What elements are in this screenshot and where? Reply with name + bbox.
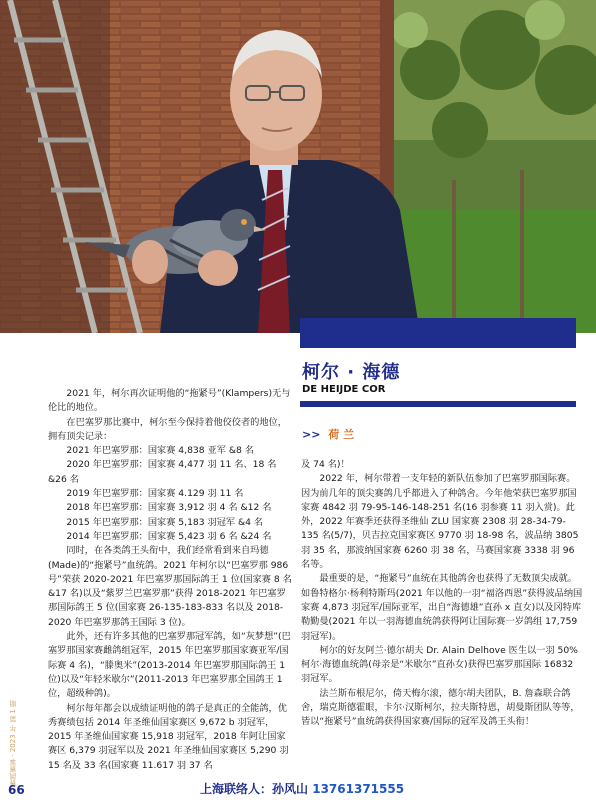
footer-phone: 13761371555 — [312, 782, 405, 796]
paragraph: 柯尔的好友阿兰·德尔胡夫 Dr. Alain Delhove 医生以一羽 50% 柯尔·海德血统鸽(母亲是“米歇尔”直孙女)获得巴塞罗那国际 16832 羽冠军。 — [301, 644, 578, 685]
record-line: 2014 年巴塞罗那：国家赛 5,423 羽 6 名 &24 名 — [66, 530, 272, 542]
paragraph: 2021 年，柯尔再次证明他的“拖紧号”(Klampers)无与伦比的地位。 — [48, 388, 291, 414]
paragraph: 柯尔每年都会以成绩证明他的鸽子是真正的全能鸽，优秀赛绩包括 2014 年圣维仙国家赛区 9,672 b 羽冠军，2015 年圣维仙国家赛 15,918 羽冠军，2018 年阿让国家赛区 6,379 羽冠军以及 2021 年圣维仙国家赛区 5,290 羽 15 名及 33 名(国家赛 11.617 羽 37 名 — [48, 702, 289, 771]
section-country: 荷 兰 — [328, 428, 355, 441]
right-column — [301, 458, 583, 730]
header-photo — [0, 0, 596, 333]
footer-contact — [200, 780, 404, 797]
paragraph: 2022 年，柯尔带着一支年轻的新队伍参加了巴塞罗那国际赛。因为前几年的顶尖赛鸽几乎都进入了种鸽舍。今年他荣获巴塞罗那国家赛 4842 羽 79-95-146-148-251 名(16 羽参赛 11 羽入赏)。此外，2022 年赛季还获得圣维仙 ZLU 国家赛 2308 羽 28-34-79-135 名(5/7)，贝吉拉克国家赛区 9770 羽 18-98 名，波品纳 3805 羽 35 名，那波纳国家赛 6260 羽 38 名，马赛国家赛 3338 羽 96 名等。 — [301, 473, 579, 571]
article-title: 柯尔 · 海德 — [302, 362, 401, 383]
paragraph: 最重要的是，“拖紧号”血统在其他鸽舍也获得了无数顶尖成就。如鲁特格尔·杨利特斯玛(2021 年以他的一羽“福洛西恩”获得波品纳国家赛 4,873 羽冠军/国际亚军，出自“海德雄”直孙 x 直女)以及冈特库勒勤曼(2021 年以一羽海德血统鸽获得阿让国际赛一岁鸽组 17,759 羽冠军)。 — [301, 573, 583, 642]
section-label — [302, 426, 354, 442]
record-line: 2015 年巴塞罗那：国家赛 5,183 羽冠军 &4 名 — [66, 516, 264, 528]
footer-label: 上海联络人： — [200, 782, 273, 796]
footer-name: 孙风山 — [272, 782, 309, 796]
page-number: 66 — [8, 783, 25, 797]
record-line: 2020 年巴塞罗那：国家赛 4,477 羽 11 名、18 名 &26 名 — [48, 459, 277, 485]
issue-sidebar: 赛鸽赛事 · 2023 年 第 1 期 — [9, 700, 17, 787]
section-prefix: >> — [302, 428, 321, 441]
record-line: 2018 年巴塞罗那：国家赛 3,912 羽 4 名 &12 名 — [66, 502, 272, 514]
paragraph: 此外，还有许多其他的巴塞罗那冠军鸽，如“灰梦想”(巴塞罗那国家赛雌鸽组冠军，2015 年巴塞罗那国家赛亚军/国际赛 4 名)，“滕奥米”(2013-2014 年巴塞罗那国际鸽王 1 位)以及“年轻米歇尔”(2011-2013 年巴塞罗那全国鸽王 1 位，超级种鸽)。 — [48, 631, 291, 700]
paragraph: 同时，在各类鸽王头衔中，我们经常看到来自玛德(Made)的“拖紧号”血统鸽。2021 年柯尔以“巴塞罗那 986 号”荣获 2020-2021 年巴塞罗那国际鸽王 1 位(国家赛 8 名 &17 名)以及“紫罗兰巴塞罗那”获得 2018-2021 年巴塞罗那国际鸽王 5 位(国家赛 26-135-183-833 名以及 2018-2020 年巴塞罗那鸽王国际 3 位)。 — [48, 545, 292, 628]
paragraph: 及 74 名)！ — [301, 459, 350, 470]
article-subtitle: DE HEIJDE COR — [302, 384, 386, 395]
paragraph: 在巴塞罗那比赛中，柯尔至今保持着他佼佼者的地位，拥有顶尖记录： — [48, 416, 287, 442]
paragraph: 法兰斯布根尼尔，倚天梅尔滚，德尔胡夫团队，B. 詹森联合鸽舍，瑞克斯德霍眼，卡尔·汉斯柯尔，拉夫斯特恩，胡曼斯团队等等，皆以“拖紧号”血统鸽获得国家赛/国际的冠军及鸽王头衔！ — [301, 687, 580, 728]
title-band — [300, 318, 576, 348]
left-column — [48, 387, 292, 773]
record-line: 2021 年巴塞罗那：国家赛 4,838 亚军 &8 名 — [66, 445, 254, 457]
record-line: 2019 年巴塞罗那：国家赛 4.129 羽 11 名 — [66, 488, 244, 500]
title-rule — [300, 401, 576, 407]
